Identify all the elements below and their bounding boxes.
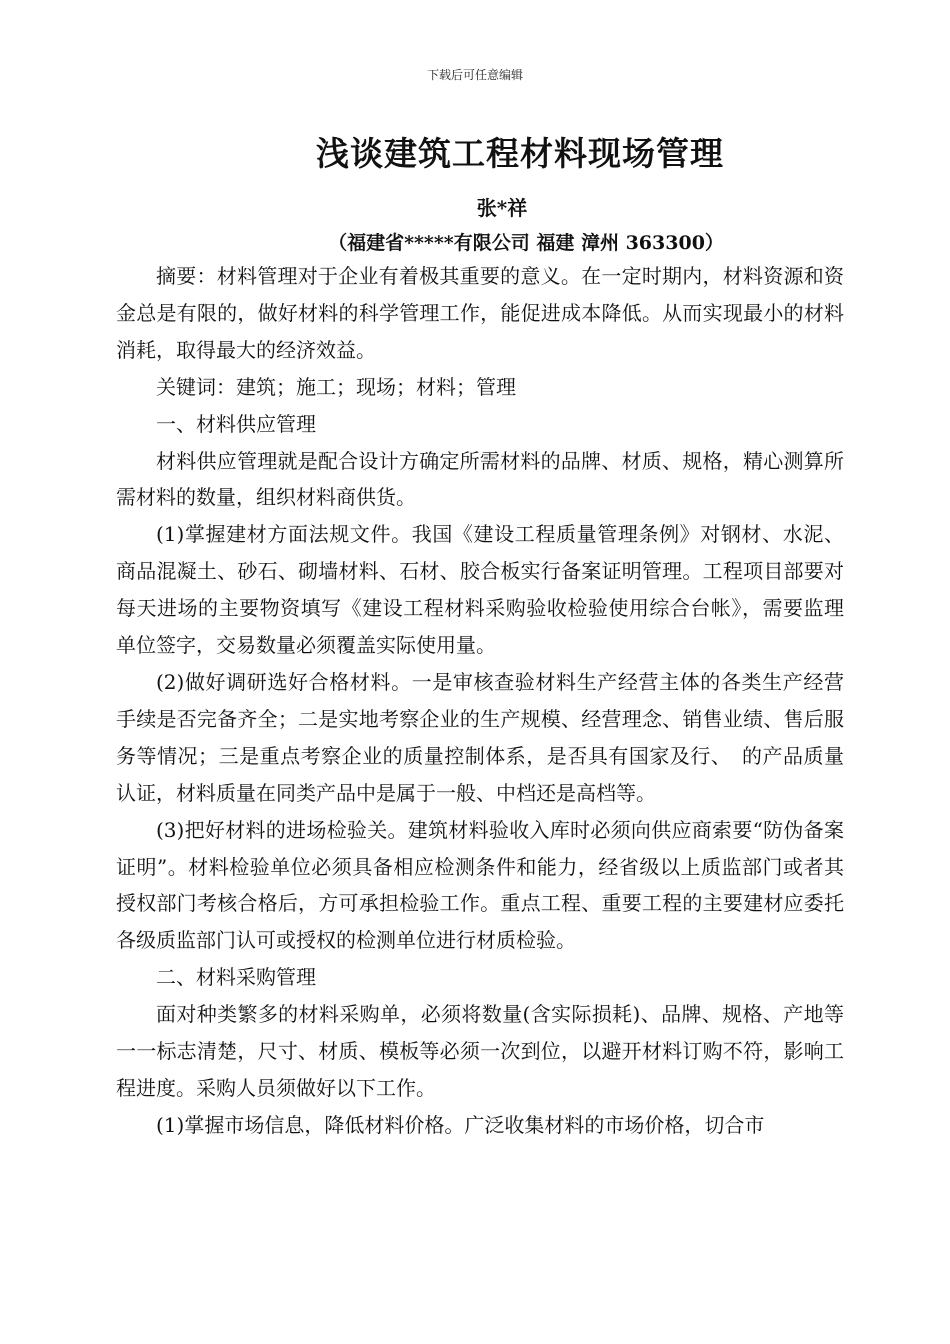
- document-body: [116, 258, 844, 1144]
- document-title: 浅谈建筑工程材料现场管理: [316, 134, 724, 173]
- section-heading-1: 一、材料供应管理: [156, 411, 316, 436]
- body-paragraph: (1)掌握建材方面法规文件。我国《建设工程质量管理条例》对钢材、水泥、商品混凝土、砂石、砌墙材料、石材、胶合板实行备案证明管理。工程项目部要对每天进场的主要物资填写《建设工程材料采购验收检验使用综合台帐》，需要监理单位签字，交易数量必须覆盖实际使用量。: [116, 522, 844, 658]
- author-name: 张*祥: [476, 196, 528, 220]
- author-affiliation: （福建省*****有限公司 福建 漳州 363300）: [328, 232, 724, 254]
- keywords-paragraph: 关键词：建筑；施工；现场；材料；管理: [156, 374, 516, 399]
- body-paragraph: 面对种类繁多的材料采购单，必须将数量(含实际损耗)、品牌、规格、产地等一一标志清楚，尺寸、材质、模板等必须一次到位，以避开材料订购不符，影响工程进度。采购人员须做好以下工作。: [116, 1002, 844, 1100]
- body-paragraph: (1)掌握市场信息，降低材料价格。广泛收集材料的市场价格，切合市: [156, 1112, 765, 1137]
- section-heading-2: 二、材料采购管理: [156, 965, 316, 990]
- abstract-paragraph: 摘要：材料管理对于企业有着极其重要的意义。在一定时期内，材料资源和资金总是有限的，做好材料的科学管理工作，能促进成本降低。从而实现最小的材料消耗，取得最大的经济效益。: [116, 264, 844, 362]
- body-paragraph: 材料供应管理就是配合设计方确定所需材料的品牌、材质、规格，精心测算所需材料的数量，组织材料商供货。: [116, 448, 844, 510]
- header-note: 下载后可任意编辑: [426, 68, 523, 82]
- body-paragraph: (3)把好材料的进场检验关。建筑材料验收入库时必须向供应商索要“防伪备案证明”。材料检验单位必须具备相应检测条件和能力，经省级以上质监部门或者其授权部门考核合格后，方可承担检验工作。重点工程、重要工程的主要建材应委托各级质监部门认可或授权的检测单位进行材质检验。: [116, 817, 844, 953]
- body-paragraph: (2)做好调研选好合格材料。一是审核查验材料生产经营主体的各类生产经营手续是否完备齐全；二是实地考察企业的生产规模、经营理念、销售业绩、售后服务等情况；三是重点考察企业的质量控制体系，是否具有国家及行、 的产品质量认证，材料质量在同类产品中是属于一般、中档还是高档等。: [116, 669, 844, 805]
